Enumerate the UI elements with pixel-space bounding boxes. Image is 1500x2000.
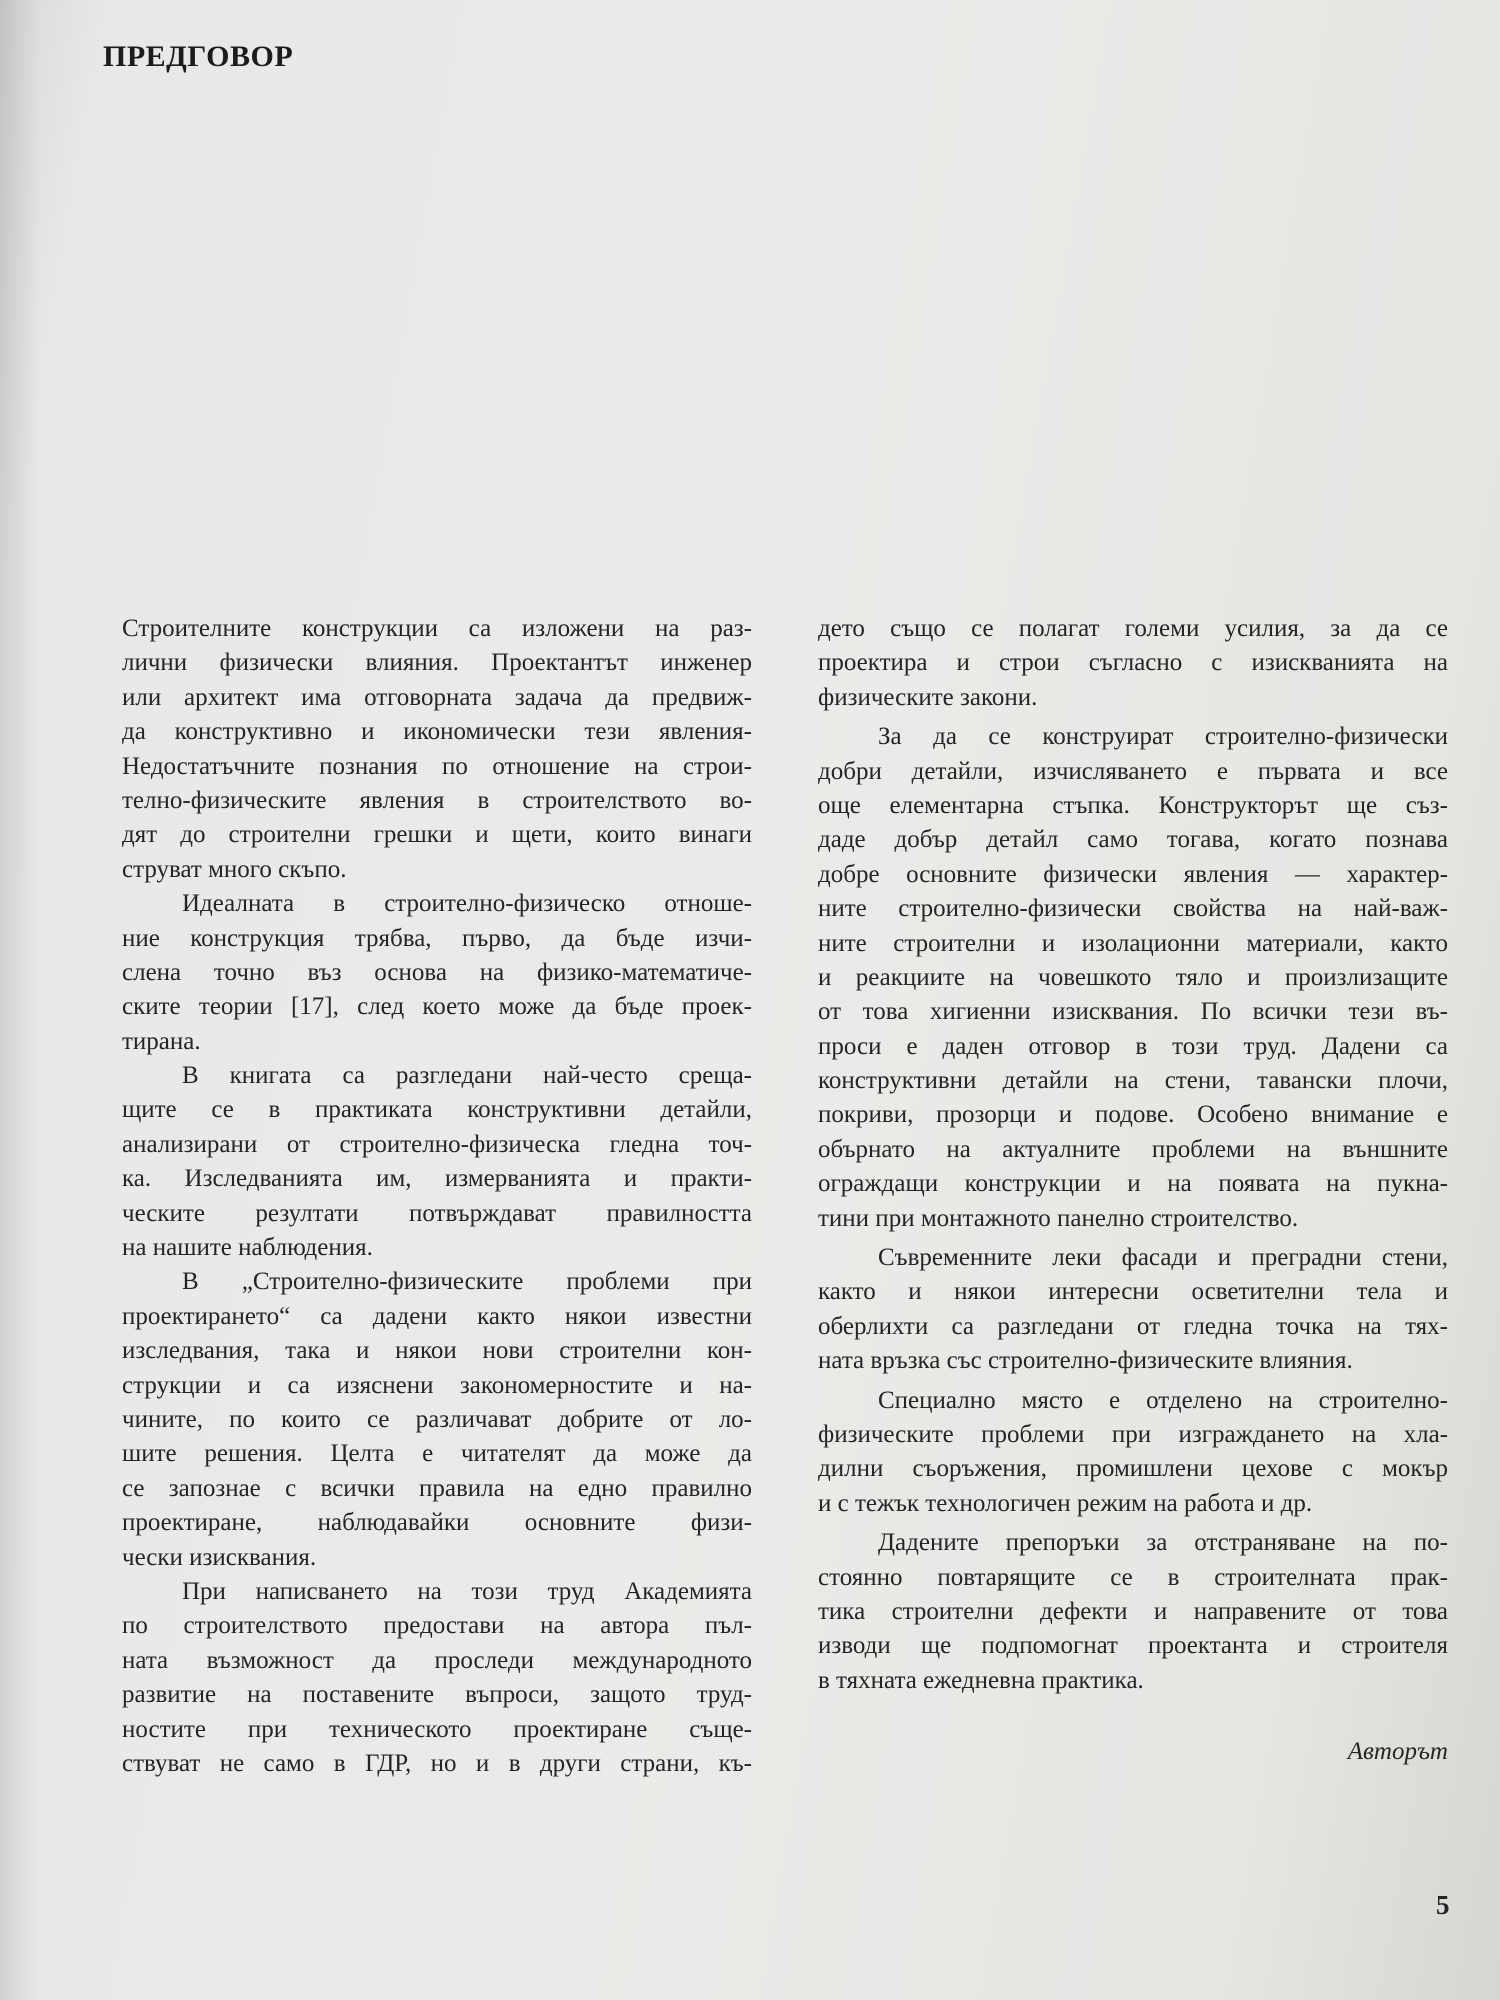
text-line: изследвания, така и някои нови строителни кон- [122, 1337, 752, 1365]
text-line: Дадените препоръки за отстраняване на по- [878, 1529, 1448, 1557]
text-line: обърнато на актуалните проблеми на външните [818, 1135, 1448, 1163]
paragraph [818, 612, 1448, 715]
text-line: проси е даден отговор в този труд. Дадени са [818, 1032, 1448, 1060]
text-line: ните строителни и изолационни материали, както [818, 929, 1448, 957]
paragraph [818, 1241, 1448, 1379]
text-line: по строителството предостави на автора пъл- [122, 1612, 752, 1640]
text-line: добри детайли, изчисляването е първата и все [818, 757, 1448, 785]
text-line: ческите резултати потвърждават правилността [122, 1199, 752, 1227]
text-line: стоянно повтарящите се в строителната прак- [818, 1563, 1448, 1591]
text-line: се запознае с всички правила на едно правилно [122, 1474, 752, 1502]
text-line: развитие на поставените въпроси, защото труд- [122, 1681, 752, 1709]
text-line: или архитект има отговорната задача да предвиж- [122, 683, 752, 711]
text-line: дето също се полагат големи усилия, за да се [818, 615, 1448, 642]
text-line: да конструктивно и икономически тези явления- [122, 718, 752, 746]
text-line: ските теории [17], след което може да бъде проек- [122, 993, 752, 1021]
text-line: Строителните конструкции са изложени на раз- [122, 615, 752, 642]
text-line: дят до строителни грешки и щети, които винаги [122, 821, 752, 849]
text-line: Недостатъчните познания по отношение на строи- [122, 752, 752, 780]
text-line: оберлихти са разгледани от гледна точка на тях- [818, 1312, 1448, 1340]
text-line: тини при монтажното панелно строителство. [818, 1204, 1299, 1232]
text-line: При написването на този труд Академията [182, 1577, 752, 1605]
text-line: лични физически влияния. Проектантът инженер [122, 649, 752, 677]
text-line: ните строително-физически свойства на най-важ- [818, 895, 1448, 923]
text-line: от това хигиенни изисквания. По всички тези въ- [818, 998, 1448, 1026]
text-line: За да се конструират строително-физически [878, 723, 1448, 751]
text-line: изводи ще подпомогнат проектанта и строителя [818, 1632, 1448, 1660]
text-line: ната възможност да проследи международното [122, 1646, 752, 1674]
text-line: чески изисквания. [122, 1543, 317, 1571]
text-line: струват много скъпо. [122, 855, 347, 883]
text-line: и с тежък технологичен режим на работа и др. [818, 1489, 1313, 1517]
text-line: даде добър детайл само тогава, когато познава [818, 826, 1448, 854]
page-number: 5 [1436, 1890, 1450, 1920]
right-column [818, 612, 1448, 1698]
paragraph [122, 1059, 752, 1265]
text-line: струкции и са изяснени закономерностите и на- [122, 1371, 752, 1399]
text-line: шите решения. Целта е читателят да може да [122, 1440, 752, 1468]
left-column [122, 612, 752, 1781]
text-line: анализирани от строително-физическа гледна точ- [122, 1130, 752, 1158]
page-gutter-shadow [0, 0, 40, 2000]
text-line: физическите проблеми при изграждането на хла- [818, 1420, 1448, 1448]
text-line: добре основните физически явления — характер- [818, 860, 1448, 888]
text-line: Съвременните леки фасади и преградни стени, [878, 1244, 1448, 1272]
text-line: проектира и строи съгласно с изискванията на [818, 649, 1448, 677]
text-line: ната връзка със строително-физическите влияния. [818, 1347, 1353, 1375]
text-line: ствуват не само в ГДР, но и в други страни, къ- [122, 1749, 752, 1777]
text-line: телно-физическите явления в строителството во- [122, 786, 752, 814]
text-line: чините, по които се различават добрите от ло- [122, 1405, 752, 1433]
paragraph [122, 612, 752, 887]
paragraph [818, 1384, 1448, 1522]
page-title: ПРЕДГОВОР [103, 40, 294, 73]
text-line: покриви, прозорци и подове. Особено внимание е [818, 1101, 1448, 1129]
text-line: ограждащи конструкции и на появата на пукна- [818, 1170, 1448, 1198]
text-line: Специално място е отделено на строително- [878, 1386, 1448, 1414]
text-line: В книгата са разгледани най-често среща- [182, 1062, 752, 1090]
paragraph [818, 720, 1448, 1236]
text-line: проектирането“ са дадени както някои известни [122, 1302, 752, 1330]
text-line: и реакциите на човешкото тяло и произлизащите [818, 963, 1448, 991]
text-line: конструктивни детайли на стени, тавански плочи, [818, 1067, 1448, 1095]
text-line: ка. Изследванията им, измерванията и практи- [122, 1165, 752, 1193]
paragraph [122, 1265, 752, 1575]
paragraph [122, 887, 752, 1059]
text-line: Идеалната в строително-физическо отноше- [182, 890, 752, 918]
text-line: проектиране, наблюдавайки основните физи- [122, 1509, 752, 1537]
text-line: ние конструкция трябва, първо, да бъде изчи- [122, 924, 752, 952]
text-line: в тяхната ежедневна практика. [818, 1666, 1144, 1694]
text-line: щите се в практиката конструктивни детайли, [122, 1096, 752, 1124]
text-line: ностите при техническото проектиране съще- [122, 1715, 752, 1743]
author-signature: Авторът [1347, 1738, 1448, 1765]
text-line: на нашите наблюдения. [122, 1234, 373, 1262]
text-line: В „Строително-физическите проблеми при [182, 1268, 752, 1296]
text-line: слена точно въз основа на физико-математиче- [122, 958, 752, 986]
text-line: физическите закони. [818, 683, 1038, 711]
text-line: тика строителни дефекти и направените от това [818, 1597, 1448, 1625]
paragraph [818, 1526, 1448, 1698]
text-line: още елементарна стъпка. Конструкторът ще съз- [818, 791, 1448, 819]
text-line: тирана. [122, 1027, 201, 1055]
text-line: дилни съоръжения, промишлени цехове с мокър [818, 1455, 1448, 1483]
text-line: както и някои интересни осветителни тела и [818, 1278, 1448, 1306]
paragraph [122, 1575, 752, 1781]
